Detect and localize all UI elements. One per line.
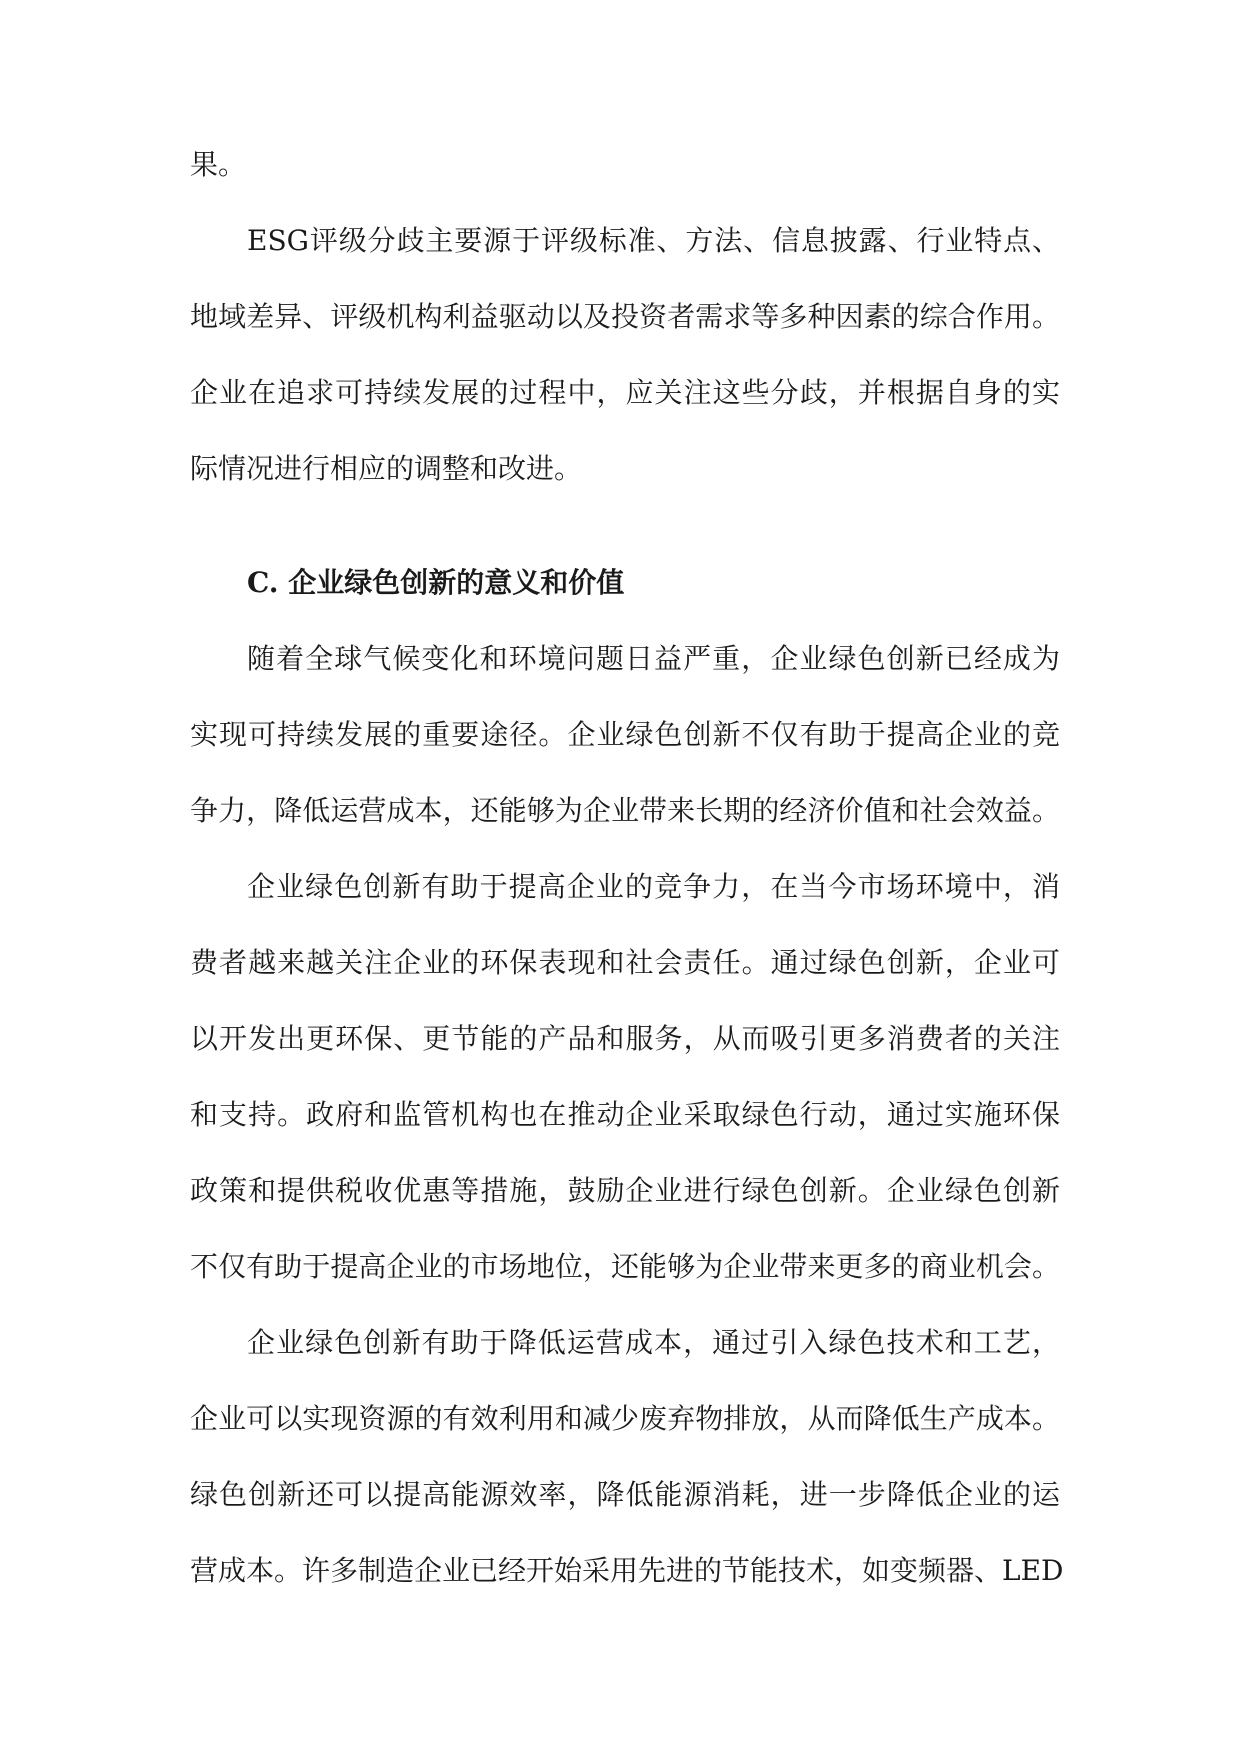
line-spacing (190, 1362, 1060, 1400)
text-line: 争力，降低运营成本，还能够为企业带来长期的经济价值和社会效益。 (190, 794, 1060, 827)
line-spacing (190, 602, 1060, 640)
text-line: 实现可持续发展的重要途径。企业绿色创新不仅有助于提高企业的竞 (190, 718, 1060, 751)
section-heading: C. 企业绿色创新的意义和价值 (247, 566, 625, 599)
text-line: 际情况进行相应的调整和改进。 (190, 452, 583, 485)
text-line: 企业在追求可持续发展的过程中，应关注这些分歧，并根据自身的实 (190, 376, 1060, 409)
line-spacing (190, 1286, 1060, 1324)
line-spacing (190, 982, 1060, 1020)
line-spacing (190, 184, 1060, 222)
text-line: 和支持。政府和监管机构也在推动企业采取绿色行动，通过实施环保 (190, 1098, 1060, 1131)
line-spacing (190, 1058, 1060, 1096)
text-line: 企业绿色创新有助于降低运营成本，通过引入绿色技术和工艺， (247, 1326, 1060, 1359)
line-spacing (190, 1514, 1060, 1552)
text-line: 企业绿色创新有助于提高企业的竞争力，在当今市场环境中，消 (247, 870, 1060, 903)
line-spacing (190, 260, 1060, 298)
text-line: 地域差异、评级机构利益驱动以及投资者需求等多种因素的综合作用。 (190, 300, 1060, 333)
text-line: 企业可以实现资源的有效利用和减少废弃物排放，从而降低生产成本。 (190, 1402, 1060, 1435)
line-spacing (190, 412, 1060, 450)
text-line: 政策和提供税收优惠等措施，鼓励企业进行绿色创新。企业绿色创新 (190, 1174, 1060, 1207)
line-spacing (190, 906, 1060, 944)
line-spacing (190, 1210, 1060, 1248)
line-spacing (190, 754, 1060, 792)
text-line: 不仅有助于提高企业的市场地位，还能够为企业带来更多的商业机会。 (190, 1250, 1060, 1283)
text-line: ESG评级分歧主要源于评级标准、方法、信息披露、行业特点、 (247, 224, 1060, 257)
text-line: 果。 (190, 148, 247, 181)
text-line: 以开发出更环保、更节能的产品和服务，从而吸引更多消费者的关注 (190, 1022, 1060, 1055)
text-line: 营成本。许多制造企业已经开始采用先进的节能技术，如变频器、LED (190, 1554, 1064, 1587)
line-spacing (190, 830, 1060, 868)
line-spacing (190, 1134, 1060, 1172)
document-page (190, 146, 1064, 1590)
line-spacing (190, 488, 1060, 564)
line-spacing (190, 678, 1060, 716)
text-line: 绿色创新还可以提高能源效率，降低能源消耗，进一步降低企业的运 (190, 1478, 1060, 1511)
line-spacing (190, 336, 1060, 374)
line-spacing (190, 1438, 1060, 1476)
text-line: 费者越来越关注企业的环保表现和社会责任。通过绿色创新，企业可 (190, 946, 1060, 979)
text-line: 随着全球气候变化和环境问题日益严重，企业绿色创新已经成为 (247, 642, 1060, 675)
